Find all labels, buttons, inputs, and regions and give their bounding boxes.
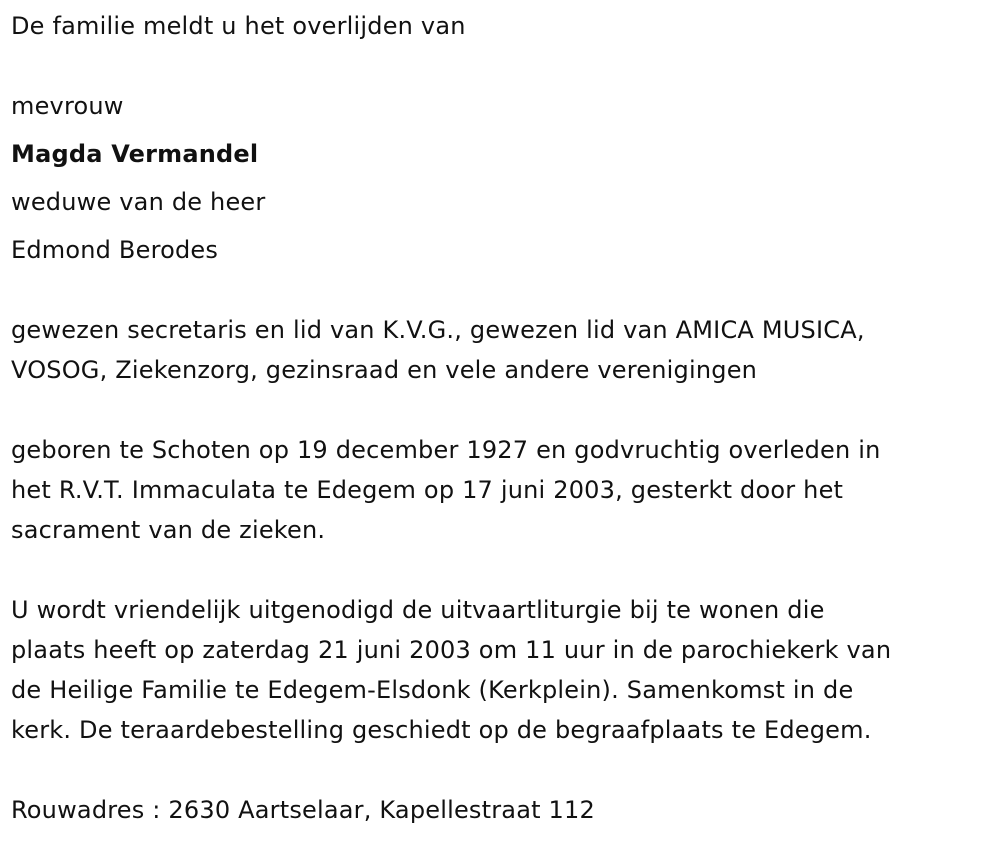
relation-text: weduwe van de heer: [11, 188, 266, 216]
deceased-name: Magda Vermandel: [11, 140, 259, 168]
funeral-line-1: U wordt vriendelijk uitgenodigd de uitvaartliturgie bij te wonen die: [11, 596, 825, 624]
birth-death-line-2: het R.V.T. Immaculata te Edegem op 17 juni 2003, gesterkt door het: [11, 476, 844, 504]
funeral-line-3: de Heilige Familie te Edegem-Elsdonk (Kerkplein). Samenkomst in de: [11, 676, 854, 704]
title-prefix: mevrouw: [11, 92, 124, 120]
mourning-address: Rouwadres : 2630 Aartselaar, Kapellestraat 112: [11, 796, 595, 824]
birth-death-line-1: geboren te Schoten op 19 december 1927 en godvruchtig overleden in: [11, 436, 881, 464]
funeral-line-2: plaats heeft op zaterdag 21 juni 2003 om 11 uur in de parochiekerk van: [11, 636, 892, 664]
spouse-name: Edmond Berodes: [11, 236, 219, 264]
memberships-line-1: gewezen secretaris en lid van K.V.G., gewezen lid van AMICA MUSICA,: [11, 316, 865, 344]
birth-death-line-3: sacrament van de zieken.: [11, 516, 326, 544]
memberships-line-2: VOSOG, Ziekenzorg, gezinsraad en vele andere verenigingen: [11, 356, 758, 384]
intro-text: De familie meldt u het overlijden van: [11, 12, 466, 40]
funeral-line-4: kerk. De teraardebestelling geschiedt op de begraafplaats te Edegem.: [11, 716, 872, 744]
